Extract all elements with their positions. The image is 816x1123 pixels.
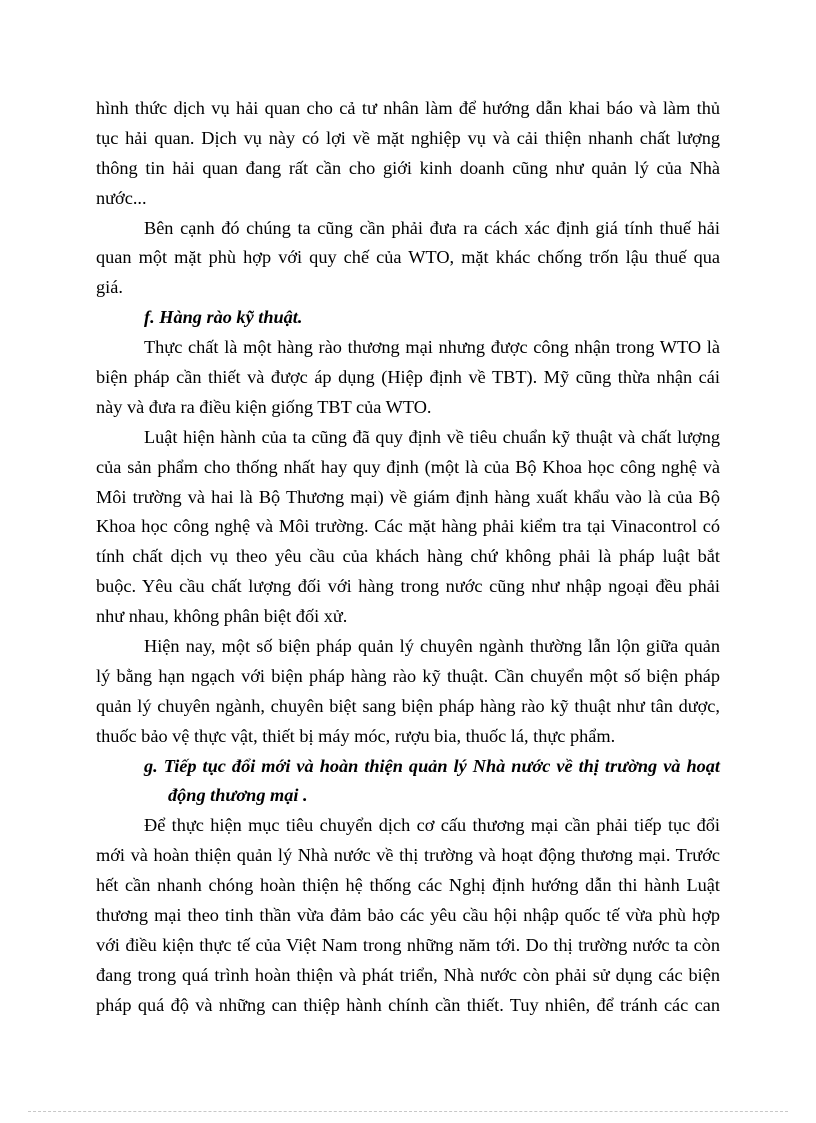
paragraph xyxy=(96,333,720,423)
text-line: đang trong quá trình hoàn thiện và phát triển, Nhà nước còn phải sử dụng các biện xyxy=(96,964,720,985)
paragraph xyxy=(96,632,720,752)
text-line: buộc. Yêu cầu chất lượng đối với hàng trong nước cũng như nhập ngoại đều phải xyxy=(96,576,720,597)
text-line: Hiện nay, một số biện pháp quản lý chuyên ngành thường lẫn lộn giữa quản xyxy=(144,636,720,657)
text-line: giá. xyxy=(96,277,123,298)
text-line: như nhau, không phân biệt đối xử. xyxy=(96,606,348,627)
text-line: thương mại theo tinh thần vừa đảm bảo các yêu cầu hội nhập quốc tế vừa phù hợp xyxy=(96,905,720,926)
text-line: này và đưa ra điều kiện giống TBT của WTO. xyxy=(96,396,432,417)
text-line: Bên cạnh đó chúng ta cũng cần phải đưa ra cách xác định giá tính thuế hải xyxy=(144,217,720,238)
text-line: nước... xyxy=(96,187,147,208)
text-line: tính chất dịch vụ theo yêu cầu của khách hàng chứ không phải là pháp luật bắt xyxy=(96,546,720,567)
text-line: thông tin hải quan đang rất cần cho giới kinh doanh cũng như quản lý của Nhà xyxy=(96,157,720,178)
section-heading-f: f. Hàng rào kỹ thuật. xyxy=(144,307,303,328)
text-line: Để thực hiện mục tiêu chuyển dịch cơ cấu thương mại cần phải tiếp tục đổi xyxy=(144,815,720,836)
text-line: hình thức dịch vụ hải quan cho cả tư nhân làm để hướng dẫn khai báo và làm thủ xyxy=(96,98,720,118)
text-line: lý bằng hạn ngạch với biện pháp hàng rào kỹ thuật. Cần chuyển một số biện pháp xyxy=(96,665,720,686)
heading-line: g. Tiếp tục đổi mới và hoàn thiện quản lý Nhà nước về thị trường và hoạt xyxy=(144,755,720,776)
section-heading-g xyxy=(96,752,720,812)
text-line: tục hải quan. Dịch vụ này có lợi về mặt nghiệp vụ và cải thiện nhanh chất lượng xyxy=(96,127,720,148)
document-page xyxy=(96,94,720,1021)
text-line: thuốc bảo vệ thực vật, thiết bị máy móc, rượu bia, thuốc lá, thực phẩm. xyxy=(96,725,616,746)
text-line: với điều kiện thực tế của Việt Nam trong những năm tới. Do thị trường nước ta còn xyxy=(96,934,720,955)
paragraph xyxy=(96,214,720,304)
text-line: quan một mặt phù hợp với quy chế của WTO, mặt khác chống trốn lậu thuế qua xyxy=(96,247,720,268)
paragraph xyxy=(96,811,720,1020)
paragraph xyxy=(96,423,720,632)
text-line: của sản phẩm cho thống nhất hay quy định (một là của Bộ Khoa học công nghệ và xyxy=(96,456,720,477)
text-line: Môi trường và hai là Bộ Thương mại) về giám định hàng xuất khẩu vào là của Bộ xyxy=(96,486,720,507)
text-line: quản lý chuyên ngành, chuyên biệt sang biện pháp hàng rào kỹ thuật như tân dược, xyxy=(96,695,720,716)
text-line: pháp quá độ và những can thiệp hành chính cần thiết. Tuy nhiên, để tránh các can xyxy=(96,994,720,1015)
text-line: Thực chất là một hàng rào thương mại nhưng được công nhận trong WTO là xyxy=(144,337,720,358)
heading-line: động thương mại . xyxy=(168,785,308,806)
page-bottom-divider xyxy=(28,1111,788,1112)
text-line: biện pháp cần thiết và được áp dụng (Hiệp định về TBT). Mỹ cũng thừa nhận cái xyxy=(96,367,720,388)
text-line: Luật hiện hành của ta cũng đã quy định về tiêu chuẩn kỹ thuật và chất lượng xyxy=(144,426,720,447)
text-line: Khoa học công nghệ và Môi trường. Các mặt hàng phải kiểm tra tại Vinacontrol có xyxy=(96,516,720,537)
paragraph xyxy=(96,94,720,214)
text-line: hết cần nhanh chóng hoàn thiện hệ thống các Nghị định hướng dẫn thi hành Luật xyxy=(96,875,720,896)
text-line: mới và hoàn thiện quản lý Nhà nước về thị trường và hoạt động thương mại. Trước xyxy=(96,845,720,866)
